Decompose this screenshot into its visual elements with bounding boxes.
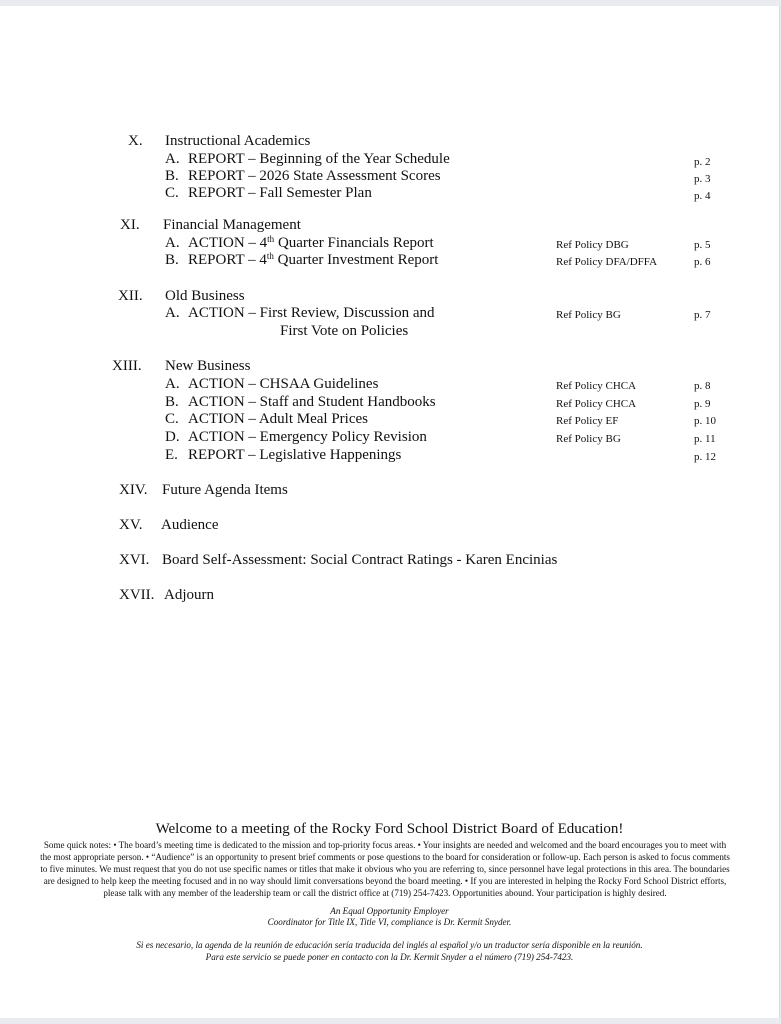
spanish-translation-note: Si es necesario, la agenda de la reunión de educación sería traducida del inglés al español y/o un traductor sería disponible en la reunión. [136,940,643,950]
agenda-item-text: REPORT – 4th Quarter Investment Report [188,251,439,268]
agenda-item-letter: A. [165,376,180,392]
agenda-item-page: p. 11 [694,433,716,445]
agenda-item-text: ACTION – CHSAA Guidelines [188,376,379,392]
section-numeral: XI. [120,217,140,233]
agenda-item-ref: Ref Policy BG [556,433,621,445]
section-title: New Business [165,358,251,374]
bullet-icon: • [417,840,421,850]
document-page [0,6,780,1018]
agenda-item-letter: B. [165,394,179,410]
agenda-item-letter: C. [165,411,179,427]
section-title: Board Self-Assessment: Social Contract Ratings - Karen Encinias [162,552,558,568]
section-title: Future Agenda Items [162,482,288,498]
agenda-item-letter: D. [165,429,180,445]
agenda-item-ref: Ref Policy BG [556,309,621,321]
agenda-item-page: p. 8 [694,380,711,392]
section-numeral: XVII. [119,587,155,603]
agenda-item-ref: Ref Policy DBG [556,239,629,251]
agenda-item-page: p. 10 [694,415,716,427]
section-title: Instructional Academics [165,133,311,149]
agenda-item-ref: Ref Policy EF [556,415,619,427]
agenda-item-page: p. 4 [694,190,711,202]
agenda-item-text: ACTION – Adult Meal Prices [188,411,368,427]
agenda-item-text: ACTION – 4th Quarter Financials Report [188,234,434,251]
agenda-item-letter: A. [165,151,180,167]
agenda-item-page: p. 6 [694,256,711,268]
agenda-item-letter: E. [165,447,178,463]
bullet-icon: • [113,840,117,850]
agenda-item-text: ACTION – Emergency Policy Revision [188,429,427,445]
quick-notes: Some quick notes: • The board’s meeting time is dedicated to the mission and top-priority focus areas. • Your insights are needed and welcomed and the board encourages you to meet with the most appropriate person. • “Audience” is an opportunity to present brief comments or pose questions to the board for consideration or follow-up. Each person is asked to focus comments to five minutes. We must request that you do not use specific names or titles that make it obvious who you are referring to, since personnel have legal protections in this area. The boundaries are designed to help keep the meeting focused and in no way should limit conversations beyond the board meeting. • If you are interested in helping the Rocky Ford School District efforts, please talk with any member of the leadership team or call the district office at (719) 254-7423. Opportunities abound. Your participation is highly desired. [40,840,730,898]
agenda-item-text: ACTION – First Review, Discussion and [188,305,435,321]
agenda-item-text: REPORT – 2026 State Assessment Scores [188,168,441,184]
section-numeral: XIII. [112,358,142,374]
agenda-item-letter: C. [165,185,179,201]
spanish-contact-note: Para este servicio se puede poner en contacto con la Dr. Kermit Snyder a el número (719) 254-7423. [205,952,574,962]
agenda-item-letter: A. [165,305,180,321]
section-title: Old Business [165,288,245,304]
agenda-item-ref: Ref Policy CHCA [556,398,637,410]
agenda-item-page: p. 9 [694,398,711,410]
agenda-item-letter: B. [165,168,179,184]
welcome-heading: Welcome to a meeting of the Rocky Ford School District Board of Education! [155,821,624,837]
section-numeral: XV. [119,517,143,533]
agenda-item-text: REPORT – Fall Semester Plan [188,185,372,201]
agenda-item-text: REPORT – Legislative Happenings [188,447,402,463]
agenda-item-letter: A. [165,235,180,251]
agenda-item-text: ACTION – Staff and Student Handbooks [188,394,436,410]
bullet-icon: • [464,876,469,886]
agenda-item-letter: B. [165,252,179,268]
agenda-item-ref: Ref Policy DFA/DFFA [556,256,658,268]
agenda-item-page: p. 3 [694,173,711,185]
title-ix-coordinator-line: Coordinator for Title IX, Title VI, compliance is Dr. Kermit Snyder. [267,917,512,927]
section-numeral: XVI. [119,552,150,568]
agenda-item-page: p. 7 [694,309,711,321]
section-numeral: X. [128,133,143,149]
agenda-item-text-continued: First Vote on Policies [280,323,409,339]
agenda-item-ref: Ref Policy CHCA [556,380,637,392]
bullet-icon: • [145,852,150,862]
agenda-item-text: REPORT – Beginning of the Year Schedule [188,151,450,167]
section-title: Financial Management [163,217,301,233]
section-numeral: XII. [118,288,143,304]
equal-opportunity-line: An Equal Opportunity Employer [330,906,449,916]
agenda-item-page: p. 12 [694,451,716,463]
agenda-item-page: p. 2 [694,156,711,168]
section-numeral: XIV. [119,482,148,498]
agenda-item-page: p. 5 [694,239,711,251]
section-title: Audience [161,517,219,533]
section-title: Adjourn [164,587,214,603]
